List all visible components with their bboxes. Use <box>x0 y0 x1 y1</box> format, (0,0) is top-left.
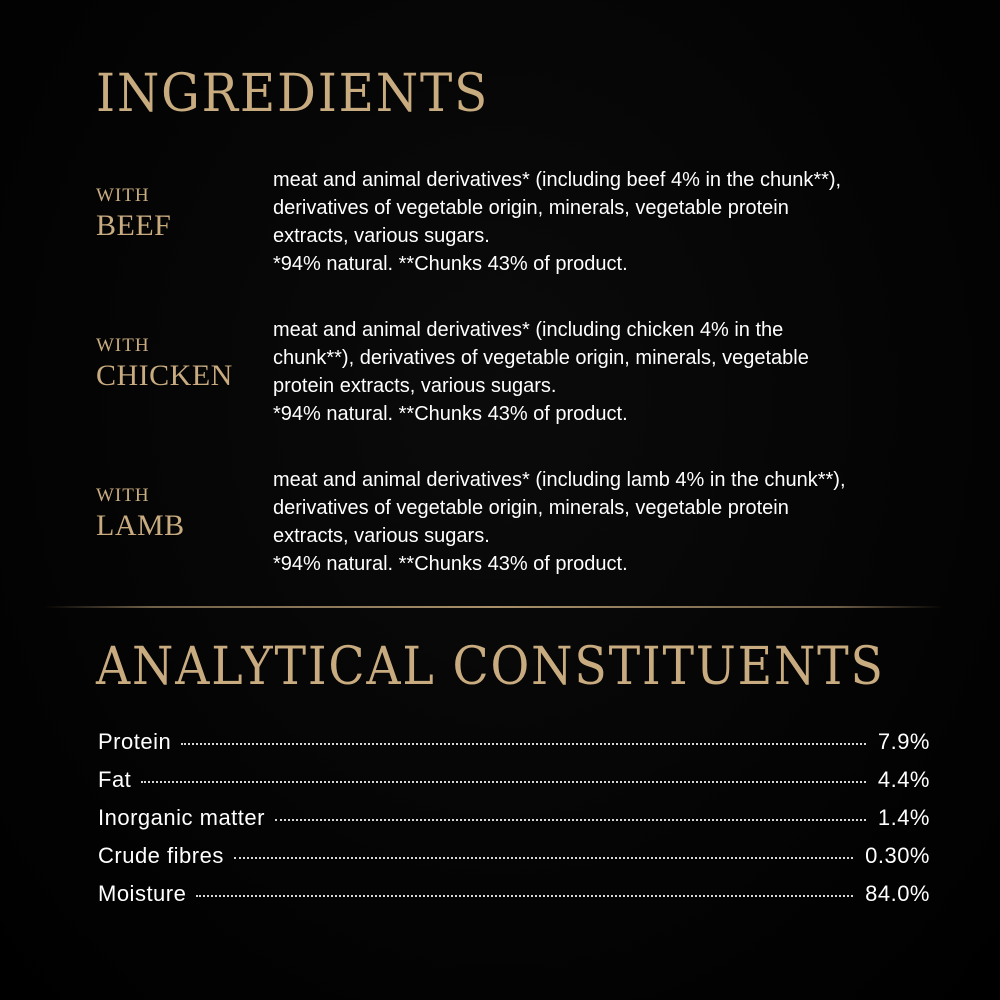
constituents-table <box>98 729 930 919</box>
dot-leader <box>196 893 853 897</box>
ingredients-heading: INGREDIENTS <box>96 64 490 124</box>
ingredient-line: extracts, various sugars. <box>273 525 490 547</box>
constituent-name: Fat <box>98 767 132 792</box>
ingredient-line: chunk**), derivatives of vegetable origin, minerals, vegetable <box>273 347 809 369</box>
variant-with-label: WITH <box>96 485 150 506</box>
dot-leader <box>275 817 866 821</box>
analytical-constituents-heading: ANALYTICAL CONSTITUENTS <box>96 637 885 697</box>
variant-with-label: WITH <box>96 335 150 356</box>
ingredient-line: extracts, various sugars. <box>273 225 490 247</box>
variant-name-beef: BEEF <box>96 209 172 242</box>
constituent-name: Moisture <box>98 881 187 906</box>
ingredient-footnote: *94% natural. **Chunks 43% of product. <box>273 553 628 575</box>
variant-name-lamb: LAMB <box>96 509 185 542</box>
variant-label-beef <box>96 186 266 241</box>
constituent-value: 7.9% <box>877 729 930 754</box>
constituent-value: 4.4% <box>877 767 930 792</box>
variant-label-chicken <box>96 336 266 391</box>
ingredient-line: meat and animal derivatives* (including beef 4% in the chunk**), <box>273 169 842 191</box>
ingredient-line: derivatives of vegetable origin, minerals, vegetable protein <box>273 197 789 219</box>
ingredient-footnote: *94% natural. **Chunks 43% of product. <box>273 253 628 275</box>
ingredient-text-lamb <box>273 466 963 578</box>
constituent-row-protein <box>98 729 930 767</box>
ingredient-footnote: *94% natural. **Chunks 43% of product. <box>273 403 628 425</box>
variant-with-label: WITH <box>96 185 150 206</box>
ingredient-line: meat and animal derivatives* (including lamb 4% in the chunk**), <box>273 469 846 491</box>
ingredient-line: protein extracts, various sugars. <box>273 375 557 397</box>
constituent-value: 1.4% <box>877 805 930 830</box>
variant-name-chicken: CHICKEN <box>96 359 233 392</box>
dot-leader <box>234 855 853 859</box>
constituent-value: 84.0% <box>865 881 930 906</box>
constituent-row-crude-fibres <box>98 843 930 881</box>
constituent-name: Crude fibres <box>98 843 224 868</box>
constituent-row-inorganic-matter <box>98 805 930 843</box>
variant-label-lamb <box>96 486 266 541</box>
ingredient-text-beef <box>273 166 963 278</box>
constituent-name: Protein <box>98 729 172 754</box>
section-divider <box>44 606 944 608</box>
ingredient-line: meat and animal derivatives* (including chicken 4% in the <box>273 319 784 341</box>
dot-leader <box>181 741 866 745</box>
constituent-name: Inorganic matter <box>98 805 265 830</box>
constituent-value: 0.30% <box>865 843 930 868</box>
ingredient-text-chicken <box>273 316 963 428</box>
ingredient-line: derivatives of vegetable origin, minerals, vegetable protein <box>273 497 789 519</box>
constituent-row-fat <box>98 767 930 805</box>
constituent-row-moisture <box>98 881 930 919</box>
dot-leader <box>141 779 866 783</box>
